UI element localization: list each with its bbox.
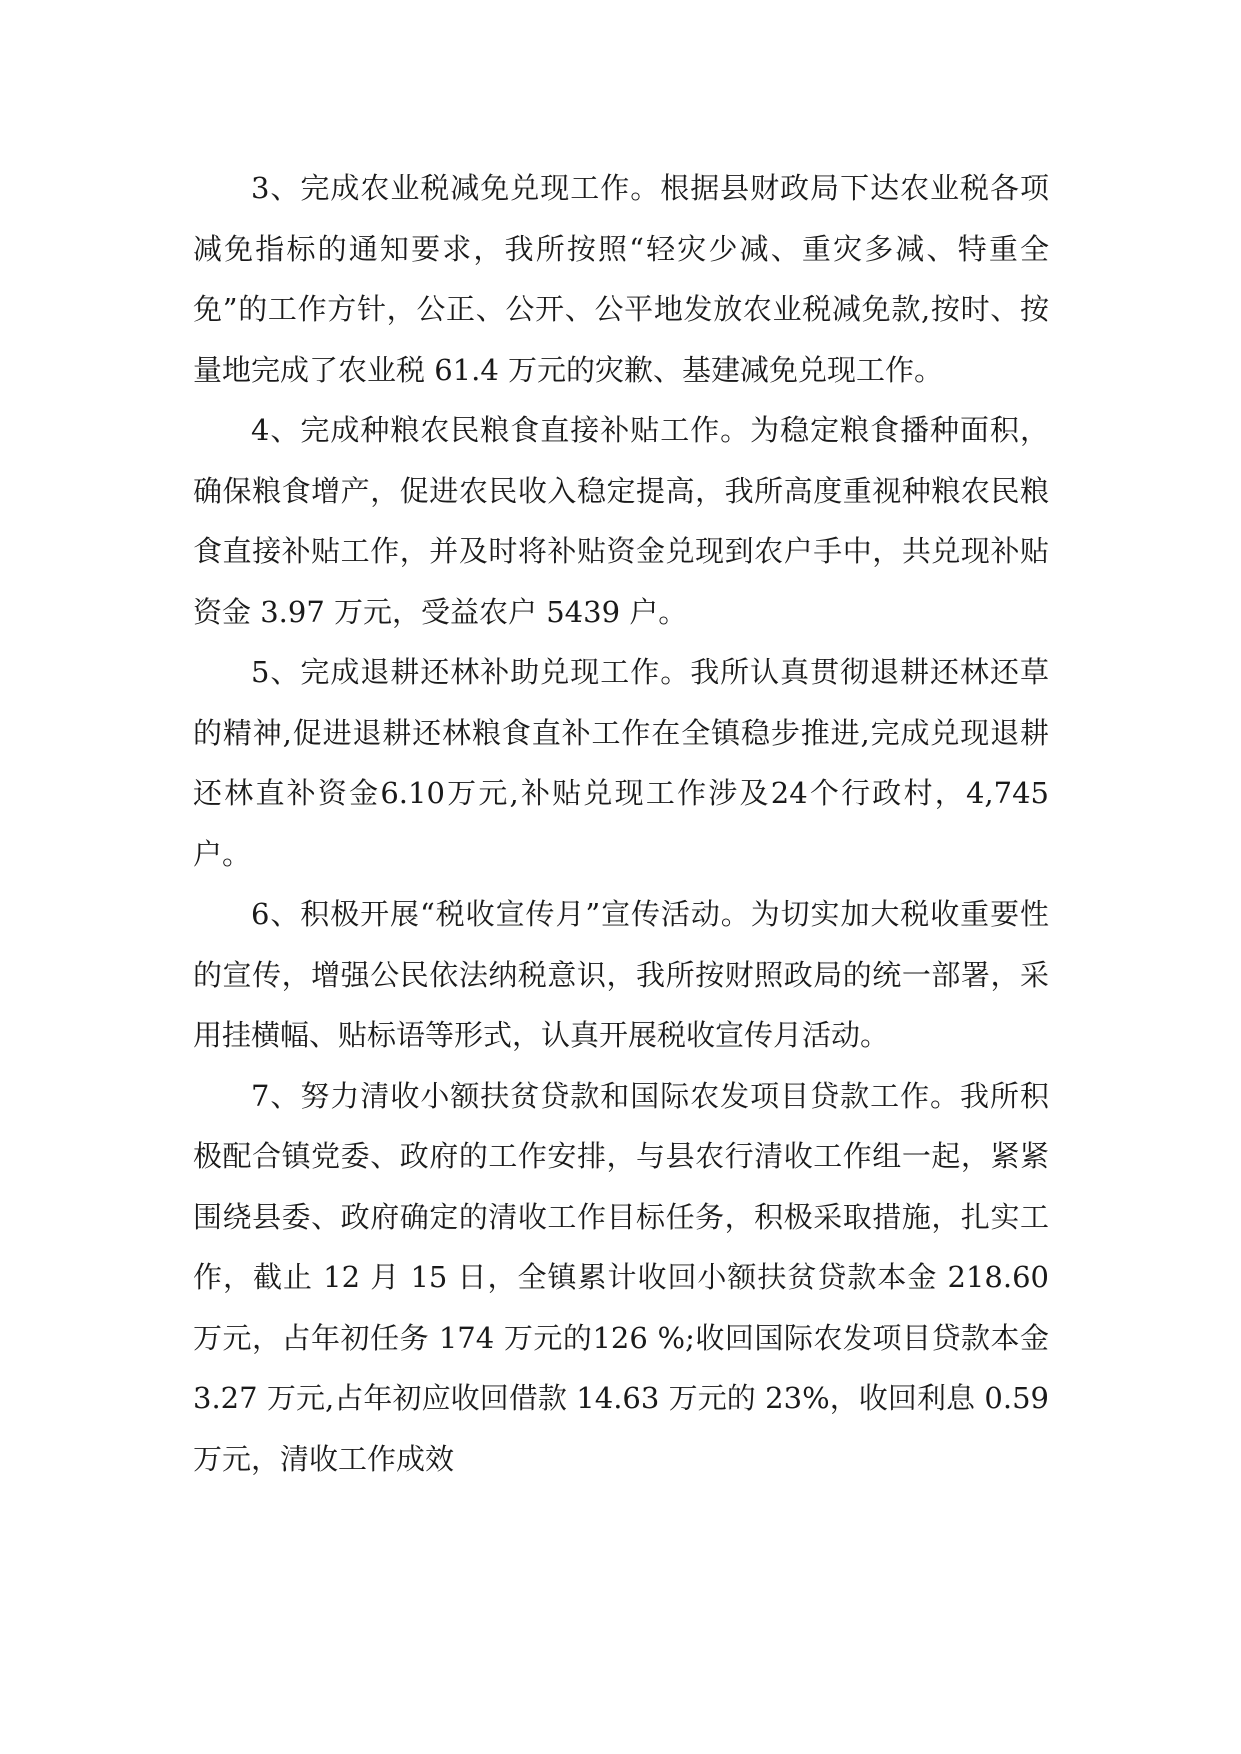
paragraph-loan-recovery: 7、努力清收小额扶贫贷款和国际农发项目贷款工作。我所积极配合镇党委、政府的工作安排，与县农行清收工作组一起，紧紧围绕县委、政府确定的清收工作目标任务，积极采取措施，扎实工作，截止 12 月 15 日，全镇累计收回小额扶贫贷款本金 218.60 万元，占年初任务 174 万元的126 %;收回国际农发项目贷款本金 3.27 万元,占年初应收回借款 14.63 万元的 23%，收回利息 0.59 万元，清收工作成效: [193, 1078, 1049, 1476]
paragraph-grain-subsidy: 4、完成种粮农民粮食直接补贴工作。为稳定粮食播种面积，确保粮食增产，促进农民收入稳定提高，我所高度重视种粮农民粮食直接补贴工作，并及时将补贴资金兑现到农户手中，共兑现补贴资金 3.97 万元，受益农户 5439 户。: [193, 413, 1049, 629]
document-body: [193, 158, 1049, 1489]
paragraph-tax-publicity-month: 6、积极开展“税收宣传月”宣传活动。为切实加大税收重要性的宣传，增强公民依法纳税意识，我所按财照政局的统一部署，采用挂横幅、贴标语等形式，认真开展税收宣传月活动。: [193, 897, 1049, 1052]
paragraph-agricultural-tax-relief: 3、完成农业税减免兑现工作。根据县财政局下达农业税各项减免指标的通知要求，我所按照“轻灾少减、重灾多减、特重全免”的工作方针，公正、公开、公平地发放农业税减免款,按时、按量地完成了农业税 61.4 万元的灾歉、基建减免兑现工作。: [193, 171, 1049, 387]
paragraph-reforestation-subsidy: 5、完成退耕还林补助兑现工作。我所认真贯彻退耕还林还草的精神,促进退耕还林粮食直补工作在全镇稳步推进,完成兑现退耕还林直补资金6.10万元,补贴兑现工作涉及24个行政村，4,745 户。: [193, 655, 1049, 871]
